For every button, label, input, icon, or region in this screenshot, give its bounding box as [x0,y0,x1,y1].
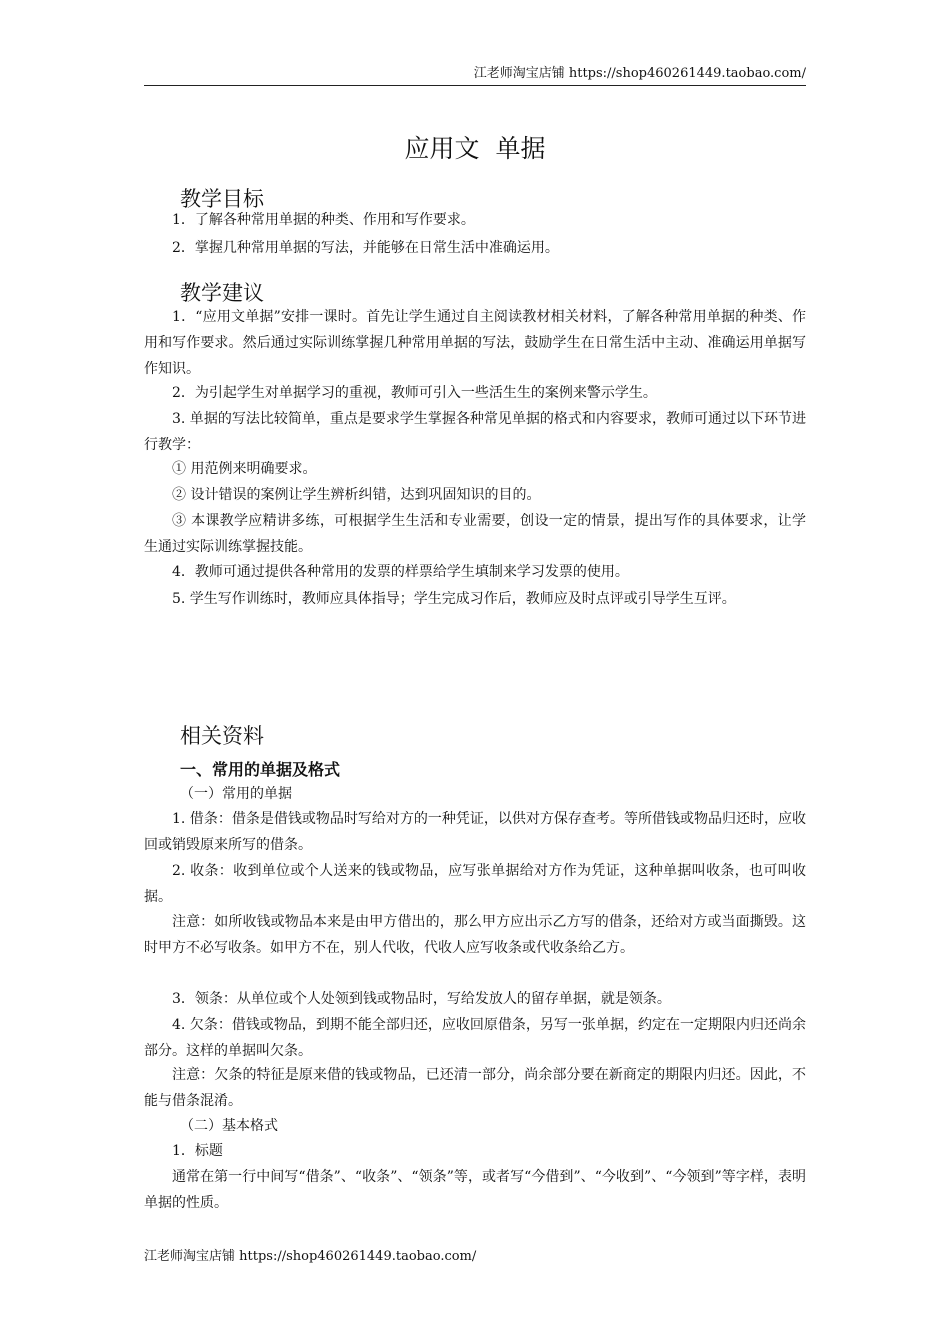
material-paragraph: 2. 收条：收到单位或个人送来的钱或物品，应写张单据给对方作为凭证，这种单据叫收条，也可叫收据。 [144,863,806,905]
objectives-heading: 教学目标 [180,187,264,211]
suggestion-paragraph: 2．为引起学生对单据学习的重视，教师可引入一些活生生的案例来警示学生。 [172,385,657,401]
material-paragraph: 1. 借条：借条是借钱或物品时写给对方的一种凭证，以供对方保存查考。等所借钱或物品归还时，应收回或销毁原来所写的借条。 [144,811,806,853]
suggestion-paragraph: 5. 学生写作训练时，教师应具体指导；学生完成习作后，教师应及时点评或引导学生互评。 [172,591,736,607]
materials-heading: 相关资料 [180,724,264,748]
page-title: 应用文 单据 [404,134,546,163]
material-note: 注意：欠条的特征是原来借的钱或物品，已还清一部分，尚余部分要在新商定的期限内归还。因此，不能与借条混淆。 [144,1067,806,1109]
suggestion-step: ① 用范例来明确要求。 [172,461,317,477]
suggestion-step: ② 设计错误的案例让学生辨析纠错，达到巩固知识的目的。 [172,487,541,503]
objective-item: 1．了解各种常用单据的种类、作用和写作要求。 [172,212,475,228]
subsection-heading: （二）基本格式 [180,1118,278,1134]
objective-item: 2．掌握几种常用单据的写法，并能够在日常生活中准确运用。 [172,240,559,256]
header-divider [144,85,806,86]
subsection-heading: （一）常用的单据 [180,786,292,802]
suggestion-paragraph: 1．“应用文单据”安排一课时。首先让学生通过自主阅读教材相关材料，了解各种常用单据的种类、作用和写作要求。然后通过实际训练掌握几种常用单据的写法，鼓励学生在日常生活中主动、准确运用单据写作知识。 [144,309,806,377]
suggestion-paragraph: 3. 单据的写法比较简单，重点是要求学生掌握各种常见单据的格式和内容要求，教师可通过以下环节进行教学： [144,411,806,453]
section-heading: 一、常用的单据及格式 [180,760,341,779]
format-item-text: 通常在第一行中间写“借条”、“收条”、“领条”等，或者写“今借到”、“今收到”、“今领到”等字样，表明单据的性质。 [144,1169,806,1211]
format-item-heading: 1．标题 [172,1143,223,1159]
header-shop-link[interactable]: 江老师淘宝店铺 https://shop460261449.taobao.com/ [473,66,806,81]
suggestions-heading: 教学建议 [180,281,264,305]
suggestion-step: ③ 本课教学应精讲多练，可根据学生生活和专业需要，创设一定的情景，提出写作的具体要求，让学生通过实际训练掌握技能。 [144,513,806,555]
material-paragraph: 3．领条：从单位或个人处领到钱或物品时，写给发放人的留存单据，就是领条。 [172,991,671,1007]
material-paragraph: 4. 欠条：借钱或物品，到期不能全部归还，应收回原借条，另写一张单据，约定在一定期限内归还尚余部分。这样的单据叫欠条。 [144,1017,806,1059]
suggestion-paragraph: 4．教师可通过提供各种常用的发票的样票给学生填制来学习发票的使用。 [172,564,629,580]
material-note: 注意：如所收钱或物品本来是由甲方借出的，那么甲方应出示乙方写的借条，还给对方或当面撕毁。这时甲方不必写收条。如甲方不在，别人代收，代收人应写收条或代收条给乙方。 [144,914,806,956]
footer-shop-link[interactable]: 江老师淘宝店铺 https://shop460261449.taobao.com/ [144,1249,477,1264]
